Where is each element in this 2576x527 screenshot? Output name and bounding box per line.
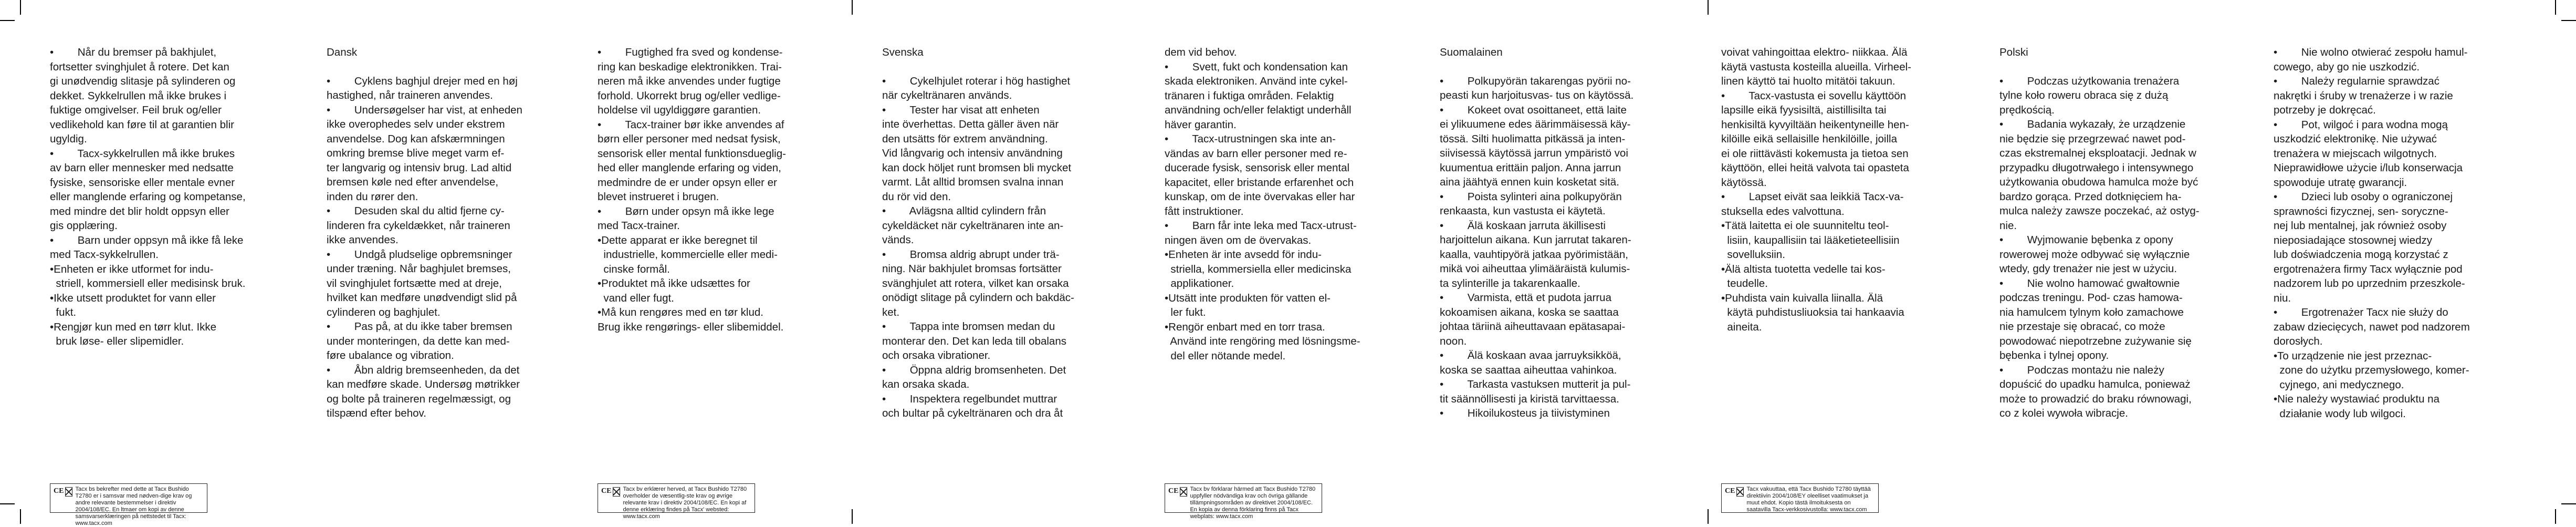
text-line: ning. När bakhjulet bromsas fortsätter [882,263,1062,275]
column-suomalainen [1440,45,1634,421]
text-line: tränaren i fuktiga områden. Felaktig [1165,89,1334,102]
crop-mark [0,20,15,21]
disposal-notice-suomalainen [1721,483,1879,513]
crossed-bin-icon [65,487,72,497]
text-line: forhold. Ukorrekt brug og/eller vedlige- [598,89,781,102]
text-line: dekket. Sykkelrullen må ikke brukes i [50,89,227,102]
text-line: • Ergotrenażer Tacx nie służy do [2274,306,2448,318]
text-line: cylinderen og baghjulet. [327,306,441,318]
text-line: den utsätts för extrem användning. [882,132,1048,145]
text-line: może to prowadzić do braku równowagi, [1999,392,2192,405]
text-line: • Varmista, että et pudota jarrua [1440,292,1611,304]
text-line: holdelse vil ugyldiggøre garantien. [598,104,761,116]
text-line: • Barn får inte leka med Tacx-utrust- [1165,220,1357,232]
text-line: • Når du bremser på bakhjulet, [50,46,217,58]
text-line: nia hamulcem tylnym koło zamachowe [1999,306,2184,318]
text-line: • Cyklens baghjul drejer med en høj [327,75,518,87]
crop-mark [2561,20,2576,21]
text-line: sprawności fizycznej, sen- soryczne- [2274,205,2448,218]
column-svenska [882,45,1074,421]
text-line: vänds. [882,234,914,246]
text-line: •Må kun rengøres med en tør klud. [598,306,763,318]
text-line: tilspænd efter behov. [327,407,426,419]
text-line: • Poista sylinteri aina polkupyörän [1440,190,1622,203]
text-line: podczas treningu. Pod- czas hamowa- [1999,292,2183,304]
ce-mark-icon: CE [54,487,64,495]
column-dansk-2 [598,45,786,334]
text-line: fått instruktioner. [1165,205,1244,218]
text-line: stuksella edes valvottuna. [1721,205,1845,218]
crop-mark [0,503,15,504]
text-line: sensorisk eller mental funktionsdueglig- [598,147,786,160]
text-line: vand eller fugt. [598,292,674,304]
text-line: • Podczas montażu nie należy [1999,364,2164,376]
text-line: ler fukt. [1165,306,1206,318]
disposal-text: Tacx bv erklærer herved, at Tacx Bushido T2780 overholder de væsentlig-ste krav og øvrige relevante krav i direktiv 2004/108/EC. En kopi af denne erklæring findes på Tacx' websted: www.tacx.com [623,486,747,520]
text-line: ningen även om de övervakas. [1165,234,1312,246]
text-line: føre ubalance og vibration. [327,349,454,361]
text-line: lisiin, kaupallisiin tai lääketieteellisiin [1721,234,1900,246]
text-line: bębenka i tylnej opony. [1999,349,2109,361]
text-line: • Pot, wilgoć i para wodna mogą [2274,118,2448,131]
text-line: zone do użytku przemysłowego, komer- [2274,364,2469,376]
text-line: gi unødvendig slitasje på sylinderen og [50,75,236,87]
text-line: wtedy, gdy trenażer nie jest w użyciu. [1999,263,2177,275]
language-heading: Svenska [882,46,924,58]
text-line: med Tacx-sykkelrullen. [50,249,159,261]
text-line: • Nie wolno hamować gwałtownie [1999,277,2180,290]
text-line: peasti kun harjoitusvas- tus on käytössä. [1440,89,1634,101]
text-line: kaalla, vauhtipyörä jatkaa pyörimistään, [1440,248,1628,261]
text-line: Använd inte rengöring med lösningsme- [1165,335,1360,347]
text-line: Nieprawidłowe użycie i/lub konserwacja [2274,162,2463,174]
text-line: • Dzieci lub osoby o ograniczonej [2274,191,2453,203]
text-line: børn eller personer med nedsat fysisk, [598,133,781,145]
text-line: linderen fra cykeldækket, når traineren [327,219,510,232]
crop-mark [2561,503,2576,504]
column-polski [1999,45,2200,421]
text-line: kunskap, om de inte övervakas eller har [1165,191,1355,203]
text-line: käyttöön, ellei heitä valvota tai opasteta [1721,162,1909,174]
text-line: voivat vahingoittaa elektro- niikkaa. Älä [1721,46,1908,58]
fold-mark [852,509,853,524]
text-line: og bolte på traineren regelmæssigt, og [327,392,511,405]
text-line: •Enheten är inte avsedd för indu- [1165,249,1322,261]
text-line: • Tappa inte bromsen medan du [882,321,1055,333]
text-line: • Undersøgelser har vist, at enheden [327,104,522,116]
text-line: ergotrenażera firmy Tacx wyłącznie pod [2274,263,2463,275]
language-heading: Polski [1999,46,2028,58]
text-line: industrielle, kommercielle eller medi- [598,249,778,261]
language-heading: Suomalainen [1440,46,1503,58]
ce-mark-icon: CE [1168,487,1179,495]
text-line: • Wyjmowanie bębenka z opony [1999,234,2173,246]
text-line: hastighed, når traineren anvendes. [327,89,493,101]
text-line: medmindre de er under opsyn eller er [598,176,777,189]
text-line: kilöille eikä sellaisille henkilöille, joilla [1721,133,1897,145]
text-line: vil svinghjulet fortsætte med at dreje, [327,277,502,290]
crop-mark [20,509,21,524]
text-line: • Öppna aldrig bromsenheten. Det [882,364,1066,376]
text-line: kan orsaka skada. [882,378,970,390]
text-line: • Børn under opsyn må ikke lege [598,205,774,218]
text-line: kapacitet, eller bristande erfarenhet och [1165,176,1354,189]
crossed-bin-icon [613,487,620,497]
text-line: • Fugtighed fra sved og kondense- [598,46,783,58]
text-line: • Tarkasta vastuksen mutterit ja pul- [1440,378,1631,390]
text-line: • Tacx-utrustningen ska inte an- [1165,133,1336,145]
text-line: • Tacx-vastusta ei sovellu käyttöön [1721,89,1907,102]
text-line: •Älä altista tuotetta vedelle tai kos- [1721,263,1886,275]
text-line: • Älä koskaan jarruta äkillisesti [1440,219,1606,232]
text-line: • Bromsa aldrig abrupt under trä- [882,248,1060,261]
text-line: käytä vastusta kosteilla alueilla. Virheel- [1721,60,1911,73]
text-line: • Kokeet ovat osoittaneet, että laite [1440,104,1627,116]
text-line: • Hikoilukosteus ja tiivistyminen [1440,407,1610,419]
text-line: nadzorem lub po uprzednim przeszkole- [2274,277,2465,290]
crop-mark [20,0,21,15]
text-line: • Podczas użytkowania trenażera [1999,75,2180,87]
text-line: inte överhettas. Detta gäller även när [882,118,1059,130]
text-line: • Tester har visat att enheten [882,104,1040,116]
text-line: •Enheten er ikke utformet for indu- [50,263,214,275]
text-line: ket. [882,306,900,318]
crop-mark [2555,0,2556,15]
text-line: dorosłych. [2274,335,2323,347]
text-line: fukt. [50,306,77,318]
text-line: siivisessä käytössä jarrun ympäristö voi [1440,147,1628,159]
text-line: hed eller manglende erfaring og viden, [598,162,781,174]
text-line: skada elektroniken. Använd inte cykel- [1165,75,1348,87]
text-line: cyjnego, ani medycznego. [2274,378,2404,391]
text-line: • Należy regularnie sprawdzać [2274,75,2439,87]
text-line: •Produktet må ikke udsættes for [598,277,750,290]
text-line: dem vid behov. [1165,46,1237,58]
text-line: mulca należy zawsze poczekać, aż ostyg- [1999,205,2200,217]
text-line: när cykeltränaren används. [882,89,1012,101]
text-line: • Undgå pludselige opbremsninger [327,248,512,261]
text-line: renkaasta, kun vastusta ei käytetä. [1440,205,1606,217]
text-line: inden du rører den. [327,190,418,203]
text-line: cowego, aby go nie uszkodzić. [2274,60,2420,73]
text-line: linen käyttö tai huolto mitätöi takuun. [1721,75,1896,87]
text-line: aina jäähtyä ennen kuin kosketat sitä. [1440,176,1619,188]
text-line: • Älä koskaan avaa jarruyksikköä, [1440,349,1621,361]
ce-mark-icon: CE [601,487,612,495]
text-line: under monteringen, da dette kan med- [327,335,510,347]
text-line: ring kan beskadige elektronikken. Trai- [598,60,782,73]
text-line: kan dock höljet runt bromsen bli mycket [882,161,1072,174]
text-line: neren må ikke anvendes under fugtige [598,75,781,87]
text-line: prędkością. [1999,104,2055,116]
text-line: czas ekstremalnej eksploatacji. Jednak w [1999,147,2196,159]
text-line: lapsille eikä fyysisiltä, aistillisilta tai [1721,104,1887,116]
text-line: eller manglende erfaring og kompetanse, [50,191,246,203]
text-line: •Rengjør kun med en tørr klut. Ikke [50,321,217,333]
text-line: med mindre det blir holdt oppsyn eller [50,205,229,218]
text-line: henkisiltä kyvyiltään heikentyneille hen- [1721,118,1909,131]
text-line: • Pas på, at du ikke taber bremsen [327,321,512,333]
text-line: tit säännöllisesti ja kiristä tarvittaessa. [1440,392,1619,405]
text-line: ter langvarig og intensiv brug. Lad altid [327,161,512,174]
text-line: •Rengör enbart med en torr trasa. [1165,321,1325,333]
text-line: svänghjulet att rotera, vilket kan orsaka [882,277,1069,290]
text-line: och orsaka vibrationer. [882,349,991,361]
crop-mark [2555,509,2556,524]
text-line: •Nie należy wystawiać produktu na [2274,393,2439,405]
text-line: med Tacx-trainer. [598,220,680,232]
column-suomalainen-2 [1721,45,1911,334]
text-line: gis opplæring. [50,220,118,232]
text-line: striella, kommersiella eller medicinska [1165,263,1352,275]
text-line: powodować niepotrzebne zużywanie się [1999,335,2192,347]
text-line: • Barn under oppsyn må ikke få leke [50,234,244,246]
text-line: fuktige omgivelser. Feil bruk og/eller [50,104,222,116]
text-line: co z kolei wywoła wibracje. [1999,407,2128,419]
text-line: • Badania wykazały, że urządzenie [1999,118,2186,130]
text-line: Brug ikke rengørings- eller slibemiddel. [598,321,784,333]
text-line: varmt. Låt alltid bromsen svalna innan [882,176,1064,188]
text-line: mikä voi aiheuttaa ylimääräistä kulumis- [1440,263,1630,275]
text-line: • Cykelhjulet roterar i hög hastighet [882,75,1071,87]
text-line: rowerowej może odbywać się wyłącznie [1999,248,2190,261]
text-line: trenażera w miejscach wilgotnych. [2274,147,2437,160]
text-line: nieposiadające stosownej wiedzy [2274,234,2432,246]
text-line: ugyldig. [50,133,87,145]
text-line: • Svett, fukt och kondensation kan [1165,60,1348,73]
text-line: applikationer. [1165,277,1234,290]
text-line: nie przestaje się obracać, co może [1999,321,2165,333]
text-line: blevet instrueret i brugen. [598,191,719,203]
text-line: teudelle. [1721,277,1768,290]
disposal-text: Tacx vakuuttaa, että Tacx Bushido T2780 täyttää direktiivin 2004/108/EY oleelliset vaatimukset ja muut ehdot. Kopio tästä ilmoituksesta on saatavilla Tacx-verkkosivustolla: www.tacx.com [1746,486,1871,513]
text-line: • Tacx-trainer bør ikke anvendes af [598,118,784,131]
text-line: del eller nötande medel. [1165,349,1286,362]
fold-mark [1708,509,1709,524]
text-line: • Avlägsna alltid cylindern från [882,205,1046,217]
text-line: kan medføre skade. Undersøg møtrikker [327,378,520,390]
text-line: uszkodzić elektronikę. Nie używać [2274,133,2437,145]
disposal-notice-norsk [50,483,207,526]
column-norsk [50,45,246,349]
text-line: bardzo gorąca. Przed dotknięciem ha- [1999,190,2182,203]
text-line: nie. [1999,219,2017,232]
text-line: harjoittelun aikana. Kun jarrutat takaren- [1440,234,1631,246]
text-line: cinske formål. [598,263,670,275]
column-dansk [327,45,522,421]
text-line: przypadku długotrwałego i intensywnego [1999,161,2194,174]
text-line: •Ikke utsett produktet for vann eller [50,292,216,304]
text-line: ikke anvendes. [327,234,399,246]
text-line: vändas av barn eller personer med re- [1165,147,1347,160]
text-line: fysiske, sensoriske eller mentale evner [50,176,235,189]
text-line: striell, kommersiell eller medisinsk bruk. [50,277,246,290]
text-line: av barn eller mennesker med nedsatte [50,162,234,174]
text-line: nej lub mentalnej, jak również osoby [2274,220,2447,232]
text-line: • Inspektera regelbundet muttrar [882,392,1057,405]
ce-mark-icon: CE [1725,487,1735,495]
disposal-notice-svenska [1165,483,1322,520]
text-line: onödigt slitage på cylindern och bakdäc- [882,292,1074,304]
disposal-notice-dansk [598,483,755,520]
text-line: cykeldäcket när cykeltränaren inte an- [882,219,1064,232]
text-line: •Tätä laitetta ei ole suunniteltu teol- [1721,220,1889,232]
text-line: •Dette apparat er ikke beregnet til [598,234,758,246]
text-line: ta sylinterille ja takarenkaalle. [1440,277,1580,290]
text-line: Vid långvarig och intensiv användning [882,147,1063,159]
text-line: niu. [2274,292,2291,304]
text-line: tylne koło roweru obraca się z dużą [1999,89,2169,101]
text-line: potrzeby je dokręcać. [2274,104,2376,116]
text-line: käytä puhdistusliuoksia tai hankaavia [1721,306,1904,318]
disposal-text: Tacx bs bekrefter med dette at Tacx Bushido T2780 er i samsvar med nødven-dige krav og andre relevante bestemmelser i direktiv 2004/108/EC. En ltmaer om kopi av denne samsvarserklæringen på nettstedet til Tacx: www.tacx.com [75,486,192,526]
text-line: vedlikehold kan føre til at garantien blir [50,118,234,131]
text-line: nie będzie się przegrzewać nawet pod- [1999,132,2186,145]
text-line: sovelluksiin. [1721,249,1785,261]
text-line: • Polkupyörän takarengas pyörii no- [1440,75,1631,87]
disposal-text: Tacx bv förklarar härmed att Tacx Bushido T2780 uppfyller nödvändiga krav och övriga gällande tillämpningsområden av direktivet 2004/108/EC. En kopia av denna förklaring finns på Tacx webplats: www.tacx.com [1190,486,1316,520]
text-line: • Desuden skal du altid fjerne cy- [327,205,505,217]
text-line: nakrętki i śruby w trenażerze i w razie [2274,89,2453,102]
text-line: du rör vid den. [882,190,951,203]
text-line: działanie wody lub wilgoci. [2274,407,2406,420]
text-line: tössä. Silti huolimatta pitkässä ja inten- [1440,132,1626,145]
text-line: •Puhdista vain kuivalla liinalla. Älä [1721,292,1883,304]
text-line: kokoamisen aikana, koska se saattaa [1440,306,1619,318]
text-line: ei ylikuumene edes äärimmäisessä käy- [1440,118,1631,130]
text-line: •To urządzenie nie jest przeznac- [2274,349,2432,362]
text-line: användning och/eller felaktigt underhåll [1165,104,1352,116]
text-line: ei ole riittävästi kokemusta ja tietoa sen [1721,147,1909,160]
text-line: zabaw dziecięcych, nawet pod nadzorem [2274,321,2470,333]
text-line: omkring bremse blive meget varm ef- [327,147,505,159]
text-line: och bultar på cykeltränaren och dra åt [882,407,1063,419]
text-line: fortsetter svinghjulet å rotere. Det kan [50,60,229,73]
fold-mark [1708,0,1709,15]
text-line: dopuścić do upadku hamulca, ponieważ [1999,378,2191,390]
text-line: • Tacx-sykkelrullen må ikke brukes [50,147,235,160]
text-line: ikke overophedes selv under ekstrem [327,118,505,130]
text-line: • Lapset eivät saa leikkiä Tacx-va- [1721,191,1904,203]
text-line: häver garantin. [1165,118,1237,131]
text-line: • Nie wolno otwierać zespołu hamul- [2274,46,2468,58]
text-line: hvilket kan medføre unødvendigt slid på [327,292,517,304]
text-line: johtaa täriinä aiheuttavaan epätasapai- [1440,321,1626,333]
column-svenska-2 [1165,45,1360,363]
text-line: ducerade fysisk, sensorisk eller mental [1165,162,1350,174]
column-polski-2 [2274,45,2470,421]
text-line: aineita. [1721,321,1762,333]
text-line: bremsen køle ned efter anvendelse, [327,176,499,188]
text-line: käytössä. [1721,176,1767,189]
text-line: noon. [1440,335,1467,347]
text-line: •Utsätt inte produkten för vatten el- [1165,292,1331,304]
crossed-bin-icon [1180,487,1187,497]
text-line: kuumentua erittäin paljon. Anna jarrun [1440,161,1621,174]
fold-mark [852,0,853,15]
text-line: • Åbn aldrig bremseenheden, da det [327,364,520,376]
text-line: monterar den. Det kan leda till obalans [882,335,1066,347]
text-line: under træning. Når baghjulet bremses, [327,263,511,275]
text-line: koska se saattaa aiheuttaa vahinkoa. [1440,364,1617,376]
text-line: lub doświadczenia mogą korzystać z [2274,249,2448,261]
text-line: użytkowania obudowa hamulca może być [1999,176,2198,188]
text-line: spowoduje utratę gwarancji. [2274,176,2407,189]
text-line: bruk løse- eller slipemidler. [50,335,184,347]
text-line: anvendelse. Dog kan afskærmningen [327,132,505,145]
language-heading: Dansk [327,46,358,58]
crossed-bin-icon [1736,487,1744,497]
